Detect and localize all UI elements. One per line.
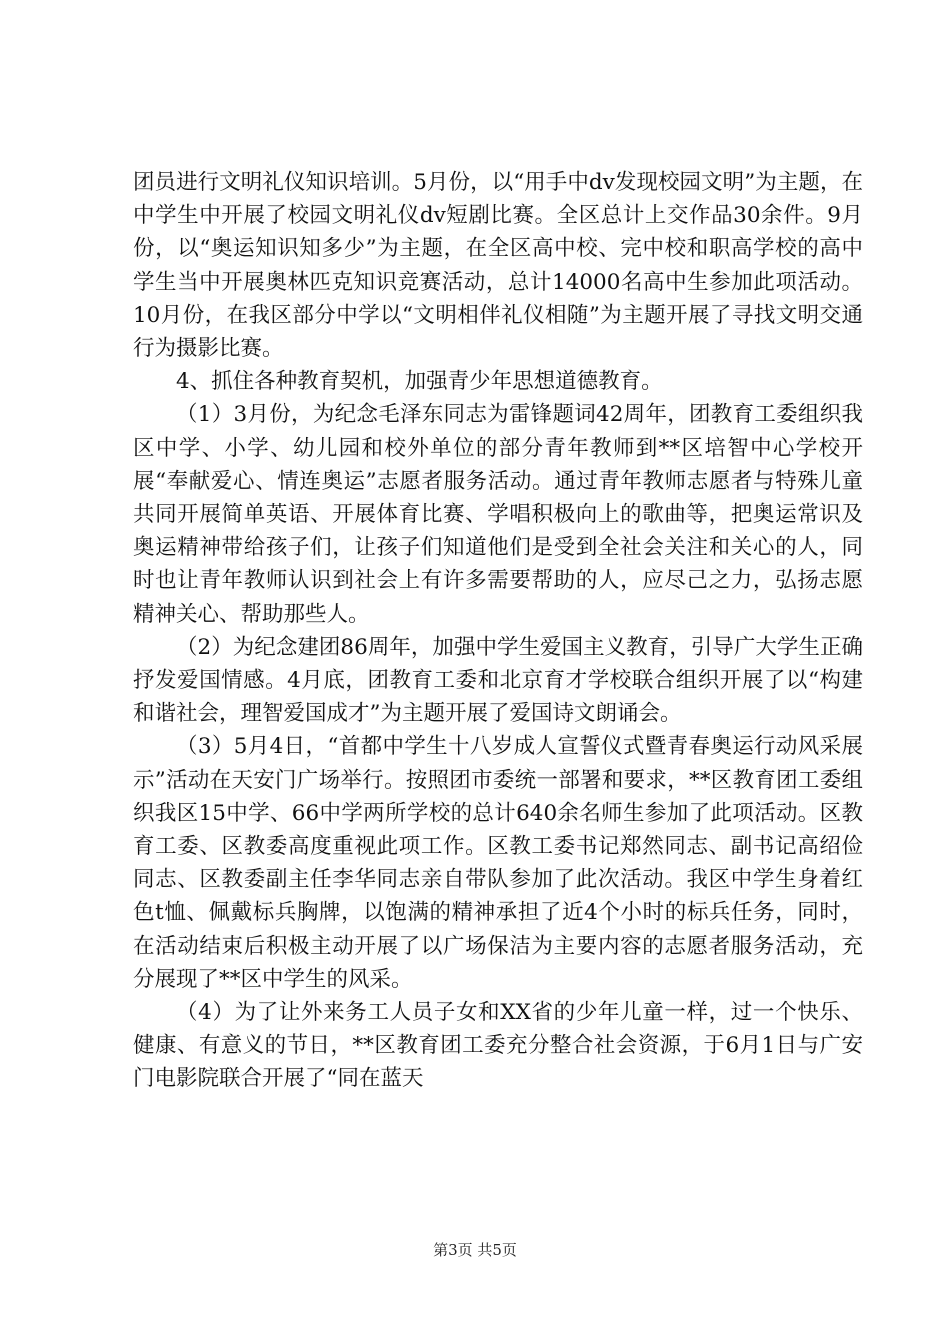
- page-number-label: 第3页 共5页: [433, 1241, 517, 1259]
- paragraph-item-1: （1）3月份，为纪念毛泽东同志为雷锋题词42周年，团教育工委组织我区中学、小学、幼儿园和校外单位的部分青年教师到**区培智中心学校开展“奉献爱心、情连奥运”志愿者服务活动。通过青年教师志愿者与特殊儿童共同开展简单英语、开展体育比赛、学唱积极向上的歌曲等，把奥运常识及奥运精神带给孩子们，让孩子们知道他们是受到全社会关注和关心的人，同时也让青年教师认识到社会上有许多需要帮助的人，应尽己之力，弘扬志愿精神关心、帮助那些人。: [133, 402, 863, 627]
- paragraph-item-4: （4）为了让外来务工人员子女和XX省的少年儿童一样，过一个快乐、健康、有意义的节日，**区教育团工委充分整合社会资源，于6月1日与广安门电影院联合开展了“同在蓝天: [133, 1000, 863, 1092]
- paragraph-item-3: （3）5月4日，“首都中学生十八岁成人宣誓仪式暨青春奥运行动风采展示”活动在天安门广场举行。按照团市委统一部署和要求，**区教育团工委组织我区15中学、66中学两所学校的总计640余名师生参加了此项活动。区教育工委、区教委高度重视此项工作。区教工委书记郑然同志、副书记高绍俭同志、区教委副主任李华同志亲自带队参加了此次活动。我区中学生身着红色t恤、佩戴标兵胸牌，以饱满的精神承担了近4个小时的标兵任务，同时，在活动结束后积极主动开展了以广场保洁为主要内容的志愿者服务活动，充分展现了**区中学生的风采。: [133, 734, 863, 992]
- paragraph-item-2: （2）为纪念建团86周年，加强中学生爱国主义教育，引导广大学生正确抒发爱国情感。4月底，团教育工委和北京育才学校联合组织开展了以“构建和谐社会，理智爱国成才”为主题开展了爱国诗文朗诵会。: [133, 634, 863, 727]
- page-footer: [0, 1240, 950, 1260]
- paragraph-section-heading: 4、抓住各种教育契机，加强青少年思想道德教育。: [176, 369, 663, 395]
- document-body: [133, 166, 863, 1096]
- paragraph-continuation: 团员进行文明礼仪知识培训。5月份，以“用手中dv发现校园文明”为主题，在中学生中开展了校园文明礼仪dv短剧比赛。全区总计上交作品30余件。9月份，以“奥运知识知多少”为主题，在全区高中校、完中校和职高学校的高中学生当中开展奥林匹克知识竞赛活动，总计14000名高中生参加此项活动。10月份，在我区部分中学以“文明相伴礼仪相随”为主题开展了寻找文明交通行为摄影比赛。: [133, 170, 863, 362]
